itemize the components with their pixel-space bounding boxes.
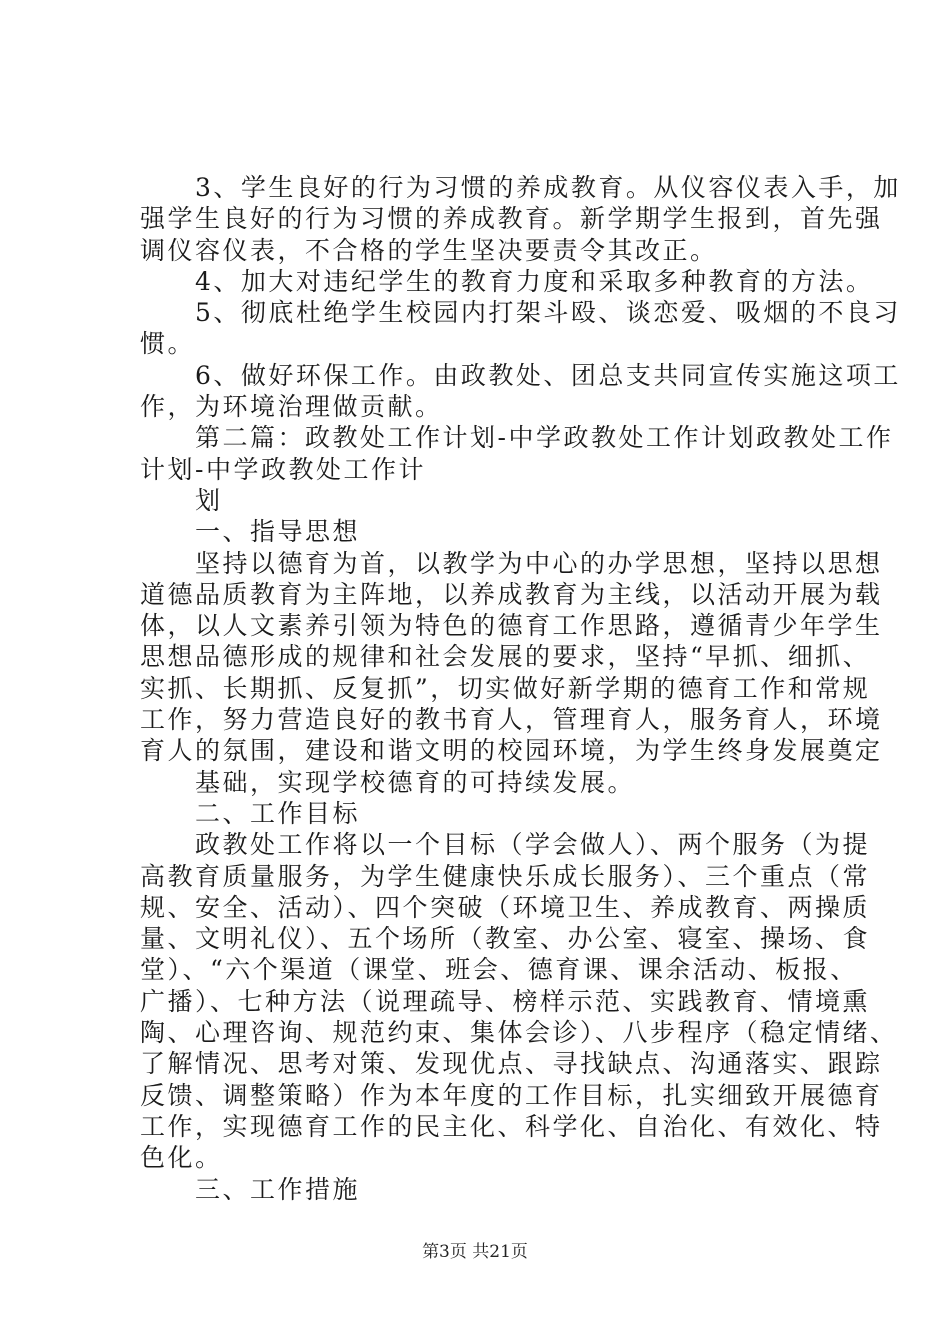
text-line: 道德品质教育为主阵地，以养成教育为主线，以活动开展为载: [140, 579, 883, 609]
text-line: 实抓、长期抓、反复抓”，切实做好新学期的德育工作和常规: [140, 673, 871, 703]
text-line: 规、安全、活动）、四个突破（环境卫生、养成教育、两操质: [140, 892, 871, 922]
text-line: 4、加大对违纪学生的教育力度和采取多种教育的方法。: [140, 266, 874, 296]
text-line: 堂）、“六个渠道（课堂、班会、德育课、课余活动、板报、: [140, 955, 858, 985]
subheading-guiding-thought: 一、指导思想: [140, 517, 361, 547]
page-number-footer: 第3页 共21页: [422, 1242, 528, 1262]
text-line: 坚持以德育为首，以教学为中心的办学思想，坚持以思想: [140, 548, 883, 578]
subheading-work-measures: 三、工作措施: [140, 1174, 361, 1204]
text-line: 调仪容仪表，不合格的学生坚决要责令其改正。: [140, 235, 718, 265]
text-line: 陶、心理咨询、规范约束、集体会诊）、八步程序（稳定情绪、: [140, 1018, 898, 1048]
text-line: 了解情况、思考对策、发现优点、寻找缺点、沟通落实、跟踪: [140, 1049, 883, 1079]
section-heading-line: 第二篇：政教处工作计划-中学政教处工作计划政教处工作: [140, 423, 894, 453]
text-line: 高教育质量服务，为学生健康快乐成长服务）、三个重点（常: [140, 861, 871, 891]
text-line: 工作，努力营造良好的教书育人，管理育人，服务育人，环境: [140, 705, 883, 735]
text-line: 5、彻底杜绝学生校园内打架斗殴、谈恋爱、吸烟的不良习: [140, 298, 901, 328]
text-line: 3、学生良好的行为习惯的养成教育。从仪容仪表入手，加: [140, 173, 901, 202]
text-line: 体，以人文素养引领为特色的德育工作思路，遵循青少年学生: [140, 611, 883, 641]
text-line: 色化。: [140, 1143, 223, 1173]
text-line: 基础，实现学校德育的可持续发展。: [140, 767, 636, 797]
section-heading-line: 划: [140, 485, 223, 515]
text-line: 6、做好环保工作。由政教处、团总支共同宣传实施这项工: [140, 360, 901, 390]
text-line: 政教处工作将以一个目标（学会做人）、两个服务（为提: [140, 830, 871, 860]
text-line: 量、文明礼仪）、五个场所（教室、办公室、寝室、操场、食: [140, 924, 871, 954]
text-line: 强学生良好的行为习惯的养成教育。新学期学生报到，首先强: [140, 204, 883, 234]
text-line: 反馈、调整策略）作为本年度的工作目标，扎实细致开展德育: [140, 1080, 883, 1110]
text-line: 工作，实现德育工作的民主化、科学化、自治化、有效化、特: [140, 1111, 883, 1141]
text-line: 作，为环境治理做贡献。: [140, 392, 443, 422]
text-line: 思想品德形成的规律和社会发展的要求，坚持“早抓、细抓、: [140, 642, 871, 672]
text-line: 育人的氛围，建设和谐文明的校园环境，为学生终身发展奠定: [140, 736, 883, 766]
subheading-work-goals: 二、工作目标: [140, 798, 361, 828]
section-heading-line: 计划-中学政教处工作计: [140, 454, 426, 484]
text-line: 惯。: [140, 329, 196, 359]
document-body: [140, 172, 901, 1205]
text-line: 广播）、七种方法（说理疏导、榜样示范、实践教育、情境熏: [140, 986, 871, 1016]
